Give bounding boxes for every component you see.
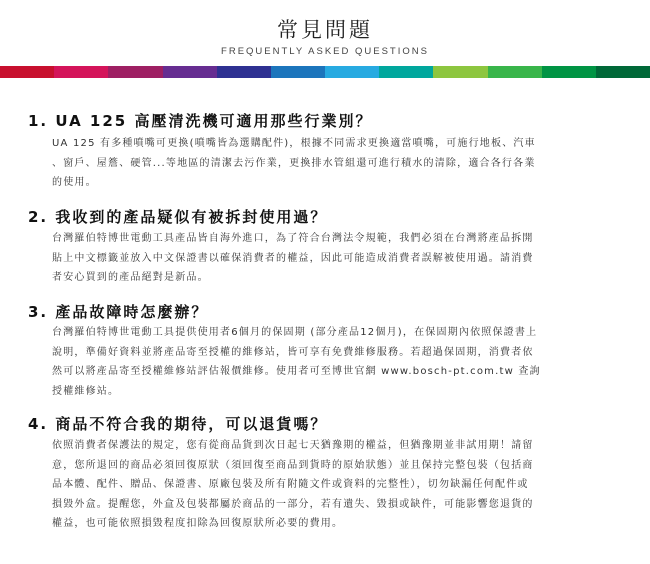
stripe-segment [542, 66, 596, 78]
faq-question-3: 3. 產品故障時怎麼辦？ [28, 303, 209, 321]
answer-line: 台灣羅伯特博世電動工具提供使用者6個月的保固期 (部分產品12個月)，在保固期內依照保證書上 [52, 327, 538, 338]
stripe-segment [596, 66, 650, 78]
faq-answer-2 [52, 229, 630, 288]
stripe-segment [0, 66, 54, 78]
answer-line: 意，您所退回的商品必須回復原狀（須回復至商品到貨時的原始狀態）並且保持完整包裝（包括商 [52, 459, 534, 471]
stripe-segment [271, 66, 325, 78]
answer-line: 、窗戶、屋簷、硬管...等地區的清潔去污作業，更換排水管組還可進行積水的清除，適合各行各業 [52, 157, 536, 169]
stripe-segment [433, 66, 487, 78]
color-stripe [0, 66, 650, 78]
stripe-segment [325, 66, 379, 78]
faq-answer-3 [52, 323, 630, 401]
answer-line: 權益，也可能依照損毀程度扣除為回復原狀所必要的費用。 [52, 518, 344, 529]
answer-line: UA 125 有多種噴嘴可更換(噴嘴皆為選購配件)，根據不同需求更換適當噴嘴，可施行地板、汽車 [52, 138, 536, 149]
answer-line: 授權維修站。 [52, 385, 120, 397]
answer-line: 貼上中文標籤並放入中文保證書以確保消費者的權益，因此可能造成消費者誤解被使用過。請消費 [52, 252, 534, 264]
page-subtitle: FREQUENTLY ASKED QUESTIONS [221, 46, 429, 57]
page-title: 常見問題 [277, 18, 373, 42]
faq-question-2: 2. 我收到的產品疑似有被拆封使用過？ [28, 208, 328, 226]
faq-answer-4 [52, 436, 630, 534]
stripe-segment [217, 66, 271, 78]
answer-line: 然可以將產品寄至授權維修站評估報價維修。使用者可至博世官網 www.bosch-pt.com.tw 查詢 [52, 366, 541, 377]
faq-question-1: 1. UA 125 高壓清洗機可適用那些行業別？ [28, 112, 373, 130]
stripe-segment [108, 66, 162, 78]
faq-answer-1 [52, 134, 630, 193]
stripe-segment [488, 66, 542, 78]
answer-line: 的使用。 [52, 177, 97, 188]
answer-line: 台灣羅伯特博世電動工具產品皆自海外進口，為了符合台灣法令規範，我們必須在台灣將產品拆開 [52, 233, 534, 244]
answer-line: 說明，準備好資料並將產品寄至授權的維修站，皆可享有免費維修服務。若超過保固期，消費者依 [52, 346, 534, 358]
answer-line: 品本體、配件、贈品、保證書、原廠包裝及所有附隨文件或資料的完整性），切勿缺漏任何配件或 [52, 479, 529, 490]
stripe-segment [54, 66, 108, 78]
stripe-segment [379, 66, 433, 78]
answer-line: 者安心買到的產品絕對是新品。 [52, 272, 209, 283]
answer-line: 損毀外盒。提醒您，外盒及包裝都屬於商品的一部分，若有遺失、毀損或缺件，可能影響您退貨的 [52, 498, 534, 510]
answer-line: 依照消費者保護法的規定，您有從商品貨到次日起七天猶豫期的權益，但猶豫期並非試用期！請留 [52, 440, 534, 451]
stripe-segment [163, 66, 217, 78]
faq-question-4: 4. 商品不符合我的期待，可以退貨嗎？ [28, 415, 328, 433]
